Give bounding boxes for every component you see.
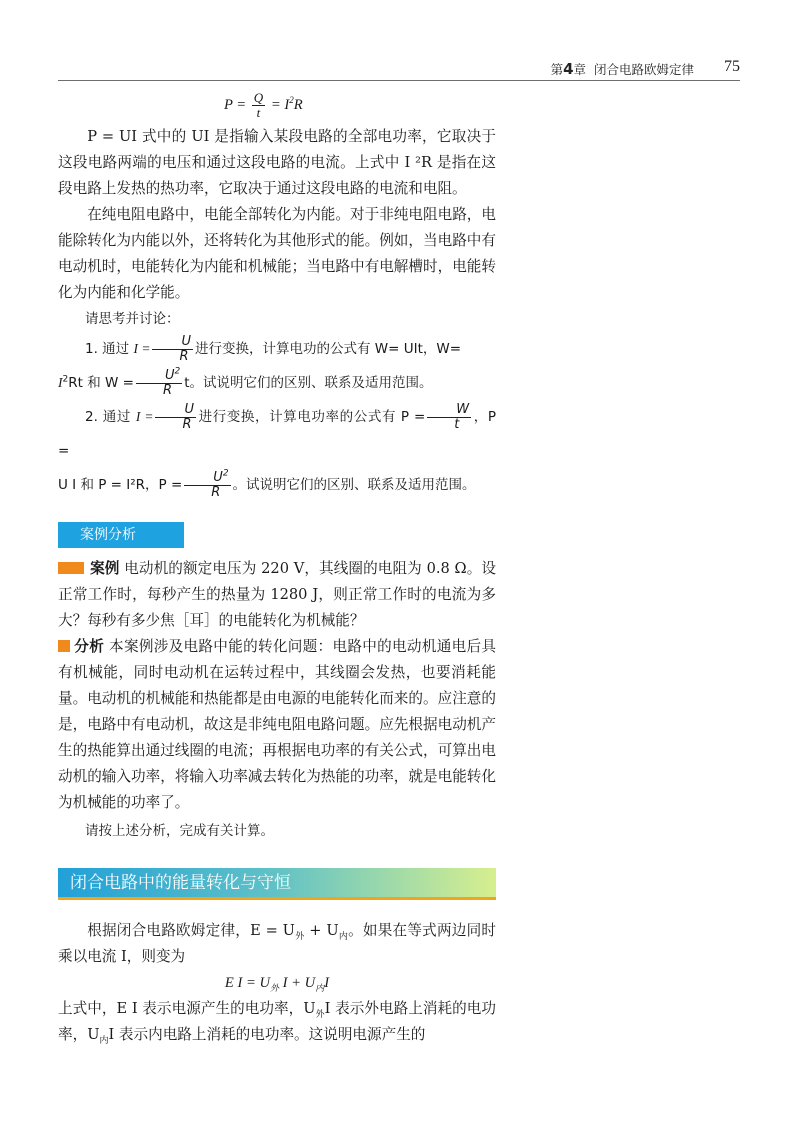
ohm-text-a: 根据闭合电路欧姆定律，E = U <box>87 922 295 939</box>
case-label: 案例 <box>90 560 120 577</box>
q1-part-c: Rt 和 W = <box>68 375 134 391</box>
meaning-text-b: I 表示外电路上消耗的电功率，U <box>58 1000 496 1043</box>
case-text: 电动机的额定电压为 220 V，其线圈的电阻为 0.8 Ω。设正常工作时，每秒产生的热量为 1280 J，则正常工作时的电流为多大？每秒有多少焦［耳］的电能转化为机械能？ <box>58 560 496 629</box>
chapter-heading <box>551 60 694 78</box>
chapter-number: 4 <box>563 60 574 78</box>
eq-part-c: I <box>324 975 330 991</box>
ohm-text-b: + U <box>304 922 339 939</box>
q1-part-d: t。试说明它们的区别、联系及适用范围。 <box>184 375 433 391</box>
chapter-prefix: 第 <box>550 62 564 77</box>
q2-part-d: U I 和 P = I²R，P = <box>58 477 183 493</box>
chapter-suffix: 章 <box>573 62 587 77</box>
meaning-sub-outer: 外 <box>315 1009 325 1020</box>
eq-sub-outer: 外 <box>270 982 280 993</box>
orange-marker <box>58 562 84 574</box>
q1-part-b: 进行变换，计算电功的公式有 W= UIt，W= <box>194 341 462 357</box>
chapter-title: 闭合电路欧姆定律 <box>593 62 694 77</box>
orange-marker-small <box>58 640 70 652</box>
q2-part-b: 进行变换，计算电功率的公式有 P = <box>198 409 426 425</box>
sub-inner: 内 <box>338 931 349 942</box>
discussion-title: 请思考并讨论： <box>85 311 180 327</box>
analysis-text: 本案例涉及电路中能的转化问题：电路中的电动机通电后具有机械能，同时电动机在运转过程中，其线圈会发热，也要消耗能量。电动机的机械能和热能都是由电源的电能转化而来的。应注意的是，电路中有电动机，故这是非纯电阻电路问题。应先根据电动机产生的热能算出通过线圈的电流；再根据电功率的有关公式，可算出电动机的输入功率，将输入功率减去转化为热能的功率，就是电能转化为机械能的功率了。 <box>58 638 496 811</box>
eq-part-a: E I = U <box>224 975 270 991</box>
analysis-paragraph <box>58 634 496 816</box>
section-banner: 闭合电路中的能量转化与守恒 <box>58 868 496 900</box>
q1-part-a: 1. 通过 <box>85 341 130 357</box>
page-content <box>58 86 496 1048</box>
case-analysis-tag: 案例分析 <box>58 522 184 548</box>
discussion-question-1: 1. 通过 I = $\frac{U}{R}$ 进行变换，计算电功的公式有 W= UIt，W= $I^2Rt$ 和 W = $\frac{U^2}{R}$ t。试说明它们的区别、联系及适用范围。 <box>58 333 462 398</box>
ohm-text-c: 。如果在等式两边同时乘以电流 I，则变为 <box>58 922 496 965</box>
paragraph-energy-conversion: 在纯电阻电路中，电能全部转化为内能。对于非纯电阻电路，电能除转化为内能以外，还将转化为其他形式的能。例如，当电路中有电动机时，电能转化为内能和机械能；当电路中有电解槽时，电能转化为内能和化学能。 <box>58 206 496 301</box>
q2-part-c: ，P = <box>58 409 497 459</box>
case-paragraph <box>58 556 496 634</box>
q2-part-a: 2. 通过 <box>85 409 131 425</box>
paragraph-power-explanation: P = UI 式中的 UI 是指输入某段电路的全部电功率，它取决于这段电路两端的电压和通过这段电路的电流。上式中 I ²R 是指在这段电路上发热的热功率，它取决于通过这段电路的电流和电阻。 <box>58 128 496 197</box>
ohm-law-paragraph <box>58 918 496 970</box>
energy-equation <box>58 970 496 996</box>
power-formula: P = $\frac{Q}{t}$ = $I^2R$ <box>224 90 303 121</box>
page-header <box>58 58 740 81</box>
meaning-text-c: I 表示内电路上消耗的电功率。这说明电源产生的 <box>108 1026 426 1043</box>
power-meaning-paragraph <box>58 996 496 1048</box>
q2-part-e: 。试说明它们的区别、联系及适用范围。 <box>232 477 476 493</box>
sub-outer: 外 <box>294 931 305 942</box>
eq-part-b: I + U <box>279 975 316 991</box>
meaning-sub-inner: 内 <box>99 1035 109 1046</box>
page-number: 75 <box>724 58 740 75</box>
meaning-text-a: 上式中，E I 表示电源产生的电功率，U <box>58 1000 316 1017</box>
eq-sub-inner: 内 <box>315 982 325 993</box>
discussion-question-2: 2. 通过 I = $\frac{U}{R}$ 进行变换，计算电功率的公式有 P = $\frac{W}{t}$ ，P = U I 和 P = I²R，P = $\frac{U^2}{R}$ 。试说明它们的区别、联系及适用范围。 <box>58 401 497 500</box>
analysis-label: 分析 <box>74 638 105 655</box>
instruction-text: 请按上述分析，完成有关计算。 <box>85 823 274 839</box>
